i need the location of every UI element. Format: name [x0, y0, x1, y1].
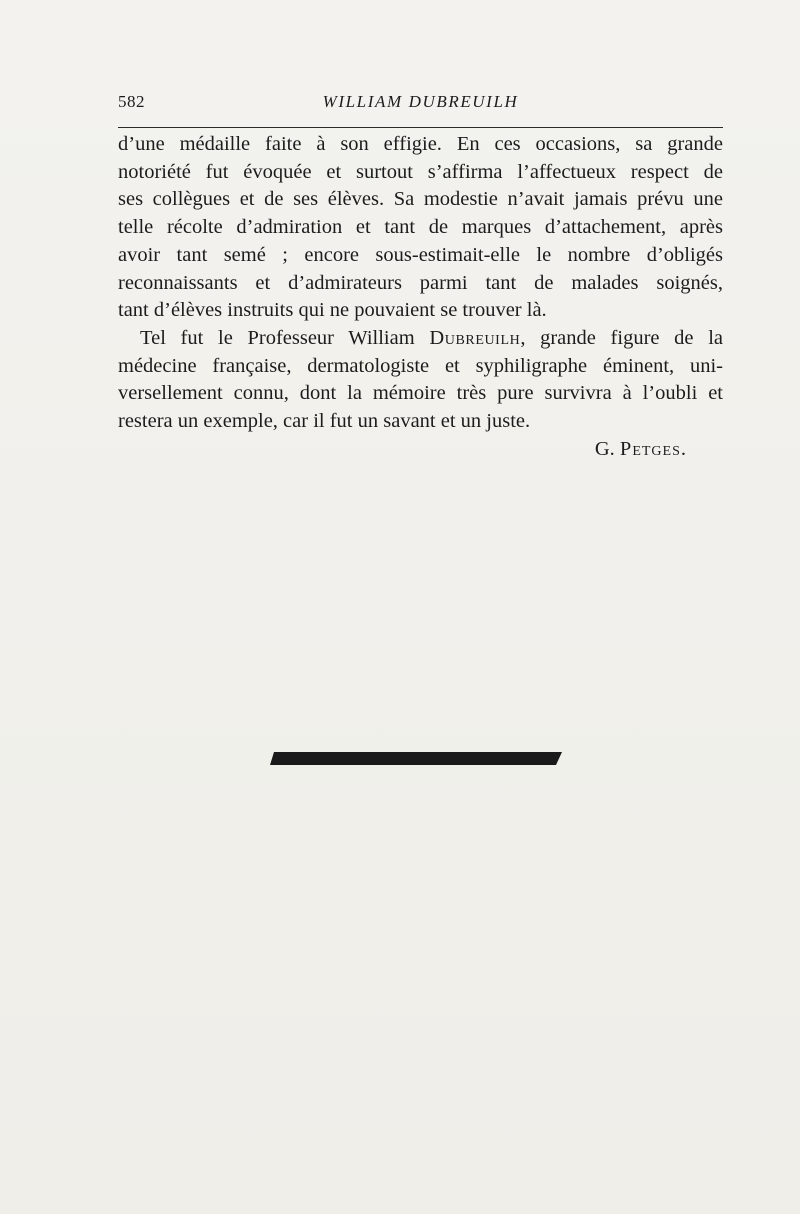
text-fragment: , grande figure de la [520, 326, 723, 349]
header-rule [118, 127, 723, 128]
running-head: WILLIAM DUBREUILH [322, 92, 519, 111]
text-line: versellement connu, dont la mémoire très pure survivra à l’oubli et [118, 382, 723, 405]
page-number: 582 [118, 92, 145, 111]
text-line [118, 325, 723, 353]
text-line: avoir tant semé ; encore sous-estimait-elle le nombre d’obligés [118, 243, 723, 266]
text-line: notoriété fut évoquée et surtout s’affirma l’affectueux respect de [118, 160, 723, 183]
text-line: médecine française, dermatologiste et syphiligraphe éminent, uni- [118, 354, 723, 377]
signature-initial: G. [594, 437, 615, 460]
text-line: restera un exemple, car il fut un savant et un juste. [118, 410, 531, 433]
text-line: d’une médaille faite à son effigie. En ces occasions, sa grande [118, 133, 723, 155]
page-header [118, 92, 723, 118]
text-line: tant d’élèves instruits qui ne pouvaient se trouver là. [118, 299, 547, 322]
text-line: ses collègues et de ses élèves. Sa modestie n’avait jamais prévu une [118, 188, 723, 211]
paragraph-1 [118, 131, 723, 325]
text-line: reconnaissants et d’admirateurs parmi tant de malades soignés, [118, 271, 723, 294]
paragraph-2 [118, 325, 723, 436]
signature-surname: Petges. [619, 437, 687, 460]
text-fragment: Tel fut le Professeur William [140, 326, 430, 349]
body-text [118, 131, 723, 463]
text-line: telle récolte d’admiration et tant de marques d’attachement, après [118, 216, 723, 239]
signature [118, 436, 723, 464]
author-name: Dubreuilh [429, 326, 521, 349]
end-ornament-rule [270, 752, 562, 765]
